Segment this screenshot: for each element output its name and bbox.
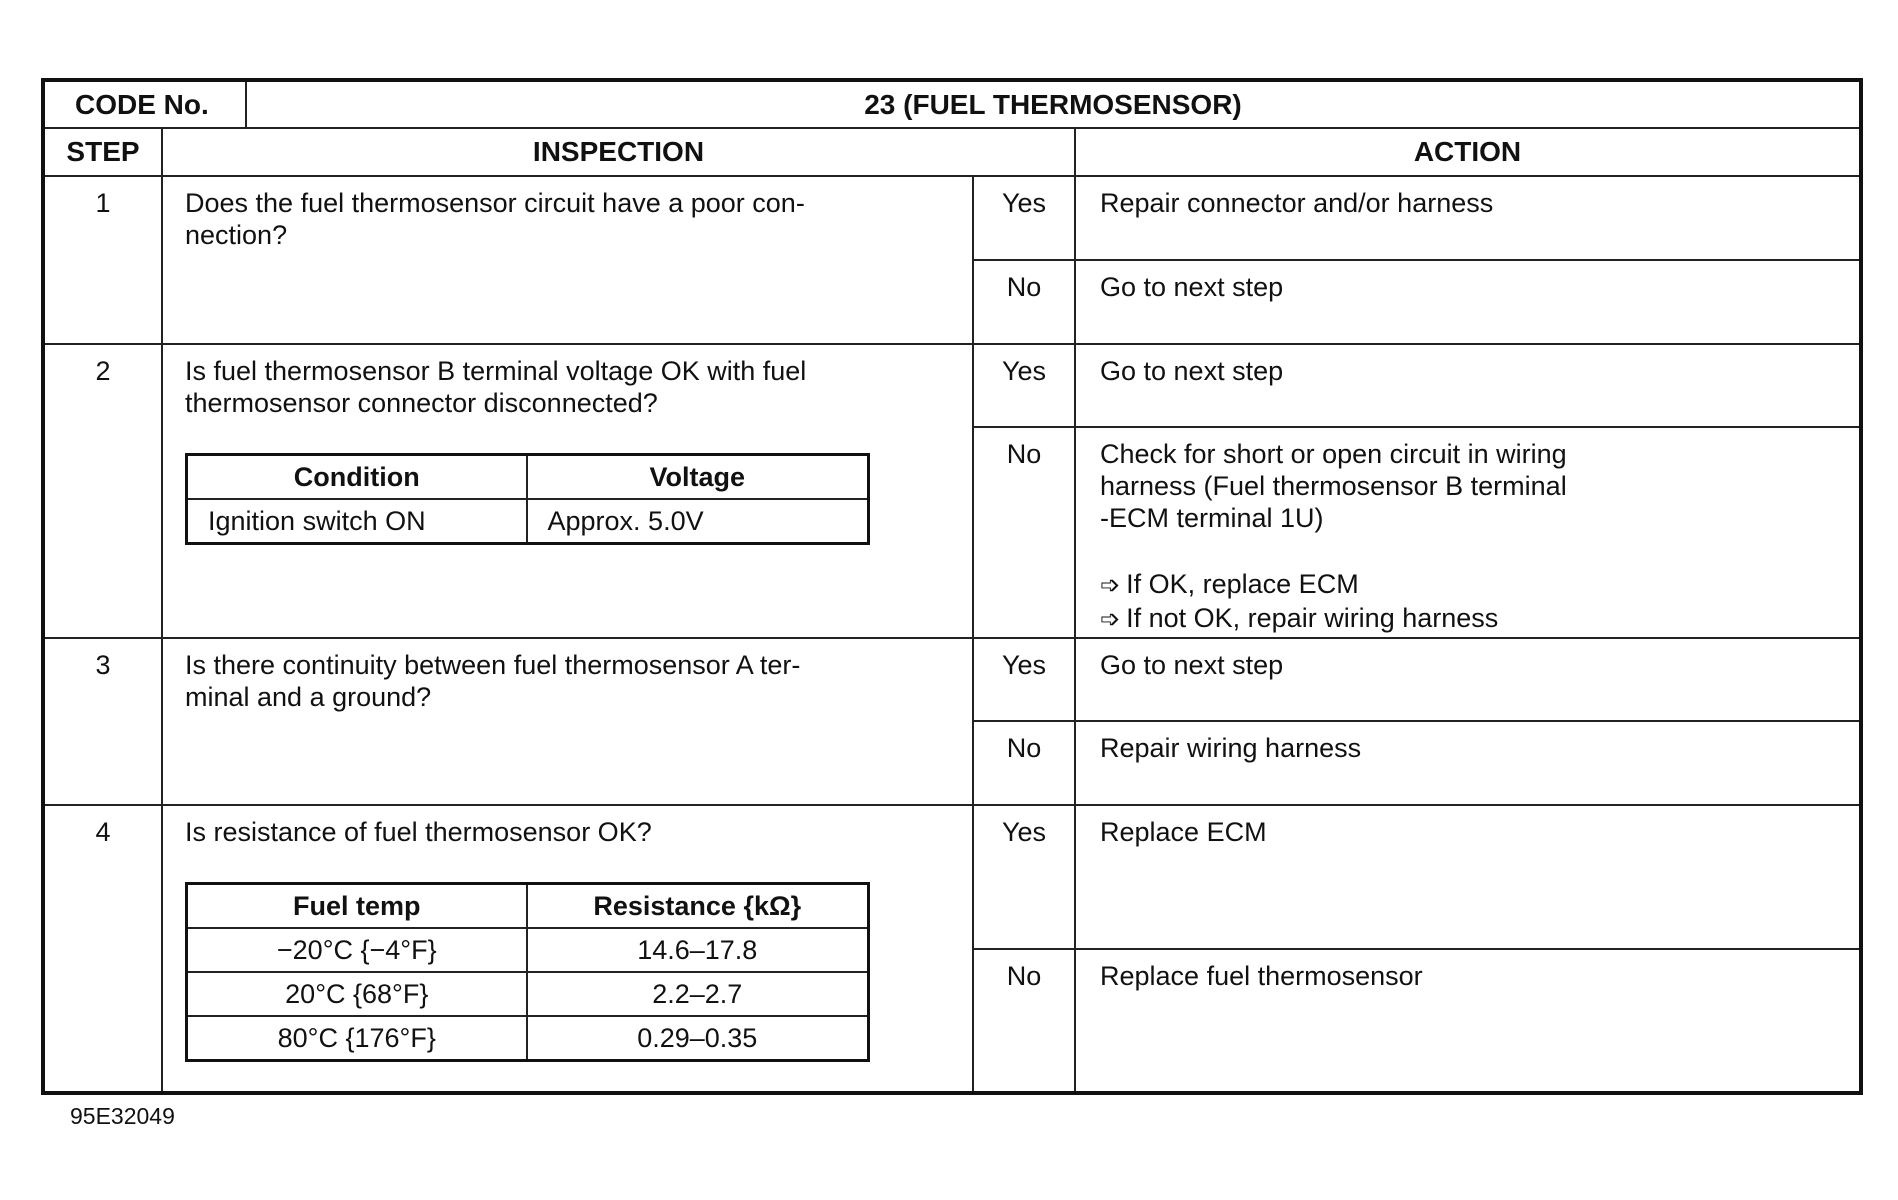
inspection-header: INSPECTION [162, 128, 1075, 176]
yes-label: Yes [973, 805, 1075, 949]
no-label: No [973, 427, 1075, 638]
no-action [1075, 427, 1861, 638]
resistance-cell: 14.6–17.8 [527, 928, 869, 972]
fuel-temp-cell: 80°C {176°F} [187, 1016, 527, 1061]
yes-action: Go to next step [1075, 638, 1861, 721]
inspection-text: Is there continuity between fuel thermosensor A ter- [185, 650, 801, 680]
yes-label: Yes [973, 176, 1075, 260]
step-number: 4 [43, 805, 162, 1093]
no-action-line: Check for short or open circuit in wiring [1100, 439, 1567, 469]
no-action: Replace fuel thermosensor [1075, 949, 1861, 1093]
step-number: 2 [43, 344, 162, 638]
inspection-text-cont: thermosensor connector disconnected? [185, 388, 658, 418]
yes-action: Go to next step [1075, 344, 1861, 427]
yes-label: Yes [973, 638, 1075, 721]
no-action-line: -ECM terminal 1U) [1100, 503, 1324, 533]
code-label: CODE No. [43, 80, 246, 128]
inspection-text: Is fuel thermosensor B terminal voltage OK with fuel [185, 356, 807, 386]
resistance-cell: 2.2–2.7 [527, 972, 869, 1016]
voltage-header: Voltage [527, 455, 869, 500]
step-number: 3 [43, 638, 162, 805]
yes-action: Replace ECM [1075, 805, 1861, 949]
figure-code: 95E32049 [70, 1103, 175, 1129]
resistance-cell: 0.29–0.35 [527, 1016, 869, 1061]
inspection-text: Does the fuel thermosensor circuit have a poor con- [185, 188, 805, 218]
code-value: 23 (FUEL THERMOSENSOR) [246, 80, 1861, 128]
troubleshooting-table [41, 78, 1863, 1095]
voltage-spec-table [185, 453, 870, 545]
step-header: STEP [43, 128, 162, 176]
resistance-header: Resistance {kΩ} [527, 884, 869, 929]
step-inspection [162, 805, 973, 1093]
action-header: ACTION [1075, 128, 1861, 176]
no-label: No [973, 721, 1075, 805]
no-action-line: harness (Fuel thermosensor B terminal [1100, 471, 1567, 501]
inspection-text-cont: nection? [185, 220, 288, 250]
yes-label: Yes [973, 344, 1075, 427]
fuel-temp-cell: 20°C {68°F} [187, 972, 527, 1016]
resistance-spec-table [185, 882, 870, 1062]
step-inspection [162, 176, 973, 344]
arrow-right-icon: ➩ [1100, 606, 1121, 633]
no-label: No [973, 949, 1075, 1093]
step-inspection [162, 344, 973, 638]
arrow-right-icon: ➩ [1100, 572, 1121, 599]
inspection-text: Is resistance of fuel thermosensor OK? [185, 817, 652, 847]
condition-header: Condition [187, 455, 527, 500]
no-action: Repair wiring harness [1075, 721, 1861, 805]
step-inspection [162, 638, 973, 805]
step-number: 1 [43, 176, 162, 344]
inspection-text-cont: minal and a ground? [185, 682, 432, 712]
condition-cell: Ignition switch ON [187, 499, 527, 544]
no-action-bullet: ➩ If OK, replace ECM [1100, 569, 1359, 599]
fuel-temp-header: Fuel temp [187, 884, 527, 929]
fuel-temp-cell: −20°C {−4°F} [187, 928, 527, 972]
voltage-cell: Approx. 5.0V [527, 499, 869, 544]
yes-action: Repair connector and/or harness [1075, 176, 1861, 260]
no-action: Go to next step [1075, 260, 1861, 344]
no-label: No [973, 260, 1075, 344]
no-action-bullet: ➩ If not OK, repair wiring harness [1100, 603, 1499, 633]
